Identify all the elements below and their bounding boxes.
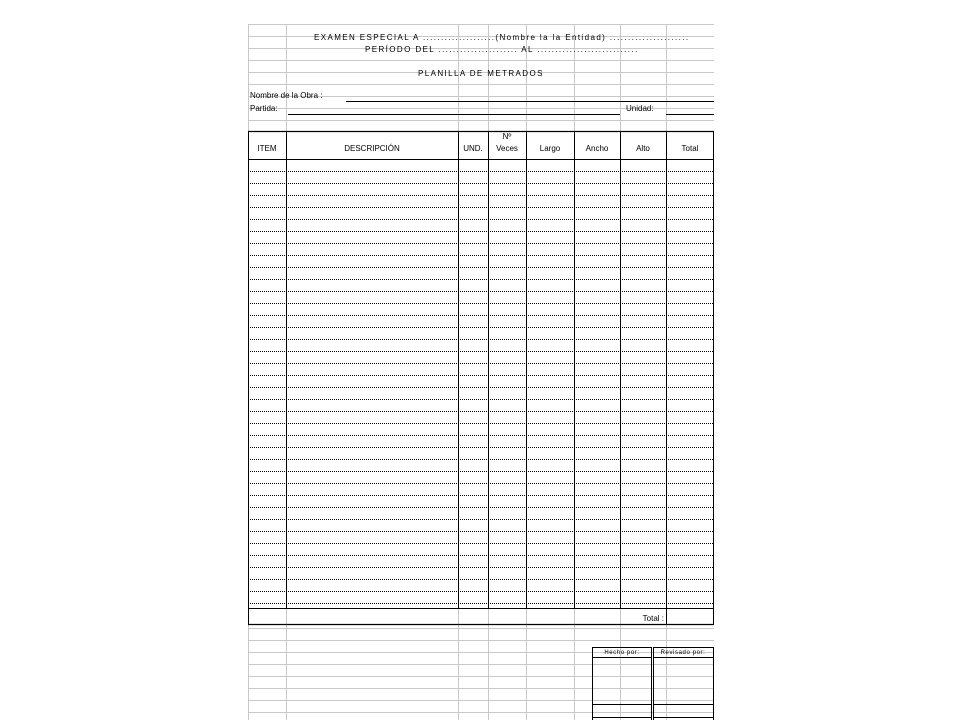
col-veces-top: Nº: [502, 132, 512, 141]
col-ancho: Ancho: [585, 144, 609, 153]
col-alto: Alto: [636, 144, 650, 153]
partida-label: Partida:: [250, 104, 278, 113]
total-label: Total :: [642, 614, 664, 623]
partida-input[interactable]: [288, 104, 618, 114]
unidad-input[interactable]: [668, 104, 712, 114]
col-descripcion: DESCRIPCIÓN: [344, 144, 400, 153]
col-total: Total: [681, 144, 699, 153]
total-value-cell[interactable]: [668, 614, 712, 624]
exam-title-line: EXAMEN ESPECIAL A ....................(Nombre la la Entidad) ......................: [314, 33, 690, 42]
hecho-por-label: Hecho por:: [604, 650, 640, 656]
col-und: UND.: [463, 144, 483, 153]
unidad-label: Unidad:: [626, 104, 654, 113]
col-largo: Largo: [539, 144, 561, 153]
col-veces: Veces: [496, 144, 518, 153]
page-title: PLANILLA DE METRADOS: [418, 69, 544, 78]
col-item: ITEM: [257, 144, 277, 153]
metrados-sheet: [248, 24, 714, 720]
revisado-por-label: Revisado por:: [660, 650, 706, 656]
period-line: PERÍODO DEL ...................... AL ............................: [365, 45, 639, 54]
obra-label: Nombre de la Obra :: [250, 91, 323, 100]
obra-input[interactable]: [348, 91, 712, 101]
